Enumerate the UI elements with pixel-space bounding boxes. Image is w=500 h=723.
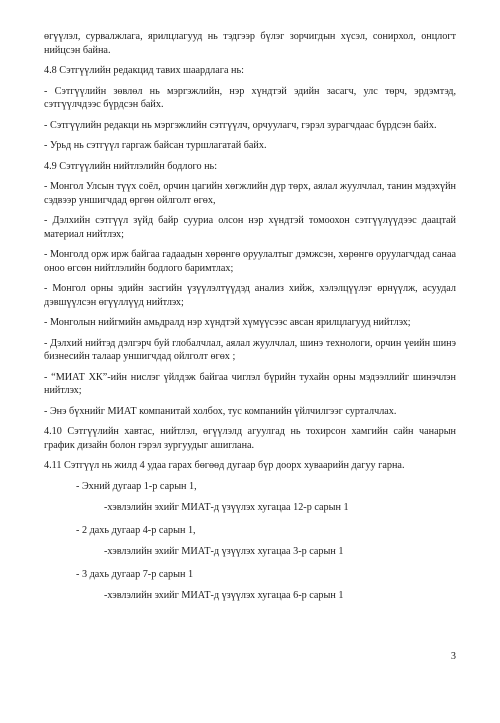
section-4-9-item: - “МИАТ ХК”-ийн нислэг үйлдэж байгаа чиглэл бүрийн тухайн орны мэдээллийг шинэчлэн нийтлэх; [44, 371, 456, 396]
section-4-8-heading: 4.8 Сэтгүүлийн редакцид тавих шаардлага нь: [44, 65, 244, 76]
section-4-8-item: - Урьд нь сэтгүүл гаргаж байсан туршлагатай байх. [44, 140, 267, 151]
section-4-11-heading: 4.11 Сэтгүүл нь жилд 4 удаа гарах бөгөөд дугаар бүр доорх хуваарийн дагуу гарна. [44, 460, 405, 471]
schedule-issue: - Эхний дугаар 1-р сарын 1, [76, 480, 197, 492]
schedule-deadline: -хэвлэлийн эхийг МИАТ-д үзүүлэх хугацаа 6-р сарын 1 [104, 590, 344, 601]
section-4-9-item: - Дэлхий нийтэд дэлгэрч буй глобалчлал, аялал жуулчлал, шинэ технологи, орчин үеийн шинэ бизнесийн талаар уншигчдад ойлголт өгөх ; [44, 337, 456, 362]
section-4-10: 4.10 Сэтгүүлийн хавтас, нийтлэл, өгүүлэлд агуулгад нь тохирсон хамгийн сайн чанарын график дизайн болон гэрэл зургуудыг ашиглана. [44, 426, 456, 451]
section-4-8-item: - Сэтгүүлийн зөвлөл нь мэргэжлийн, нэр хүндтэй эдийн засагч, улс төрч, эрдэмтэд, сэтгүүлчдээс бүрдсэн байх. [44, 85, 456, 110]
paragraph-intro: өгүүлэл, сурвалжлага, ярилцлагууд нь тэдгээр бүлэг зорчигдын хүсэл, сонирхол, онцлогт нийцсэн байна. [44, 31, 456, 56]
issue-schedule [44, 480, 456, 603]
section-4-9-item: - Дэлхийн сэтгүүл зүйд байр сууриа олсон нэр хүндтэй томоохон сэтгүүлүүдээс даацтай материал нийтлэх; [44, 215, 456, 240]
schedule-deadline: -хэвлэлийн эхийг МИАТ-д үзүүлэх хугацаа 12-р сарын 1 [104, 502, 349, 513]
schedule-deadline: -хэвлэлийн эхийг МИАТ-д үзүүлэх хугацаа 3-р сарын 1 [104, 546, 344, 557]
section-4-9-heading: 4.9 Сэтгүүлийн нийтлэлийн бодлого нь: [44, 160, 218, 172]
section-4-9-item: - Монгол орны эдийн засгийн үзүүлэлтүүдэд анализ хийж, хэлэлцүүлэг өрнүүлж, асуудал дэвшүүлсэн өгүүллүүд нийтлэх; [44, 283, 456, 308]
schedule-issue: - 3 дахь дугаар 7-р сарын 1 [76, 568, 194, 580]
page-number: 3 [450, 651, 456, 662]
section-4-8-item: - Сэтгүүлийн редакци нь мэргэжлийн сэтгүүлч, орчуулагч, гэрэл зурагчдаас бүрдсэн байх. [44, 119, 437, 131]
section-4-9-item: - Монгол Улсын түүх соёл, орчин цагийн хөгжлийн дүр төрх, аялал жуулчлал, танин мэдэхүйн сэдвээр уншигчдад өргөн ойлголт өгөх, [44, 181, 456, 206]
section-4-9-item: - Монголын нийгмийн амьдралд нэр хүндтэй хүмүүсээс авсан ярилцлагууд нийтлэх; [44, 317, 411, 328]
section-4-9-item: - Монголд орж ирж байгаа гадаадын хөрөнгө оруулалтыг дэмжсэн, хөрөнгө оруулагчдад санаа оноо өгсөн нийтлэлийн бодлого баримтлах; [44, 249, 456, 274]
schedule-issue: - 2 дахь дугаар 4-р сарын 1, [76, 524, 196, 536]
section-4-9-item: - Энэ бүхнийг МИАТ компанитай холбох, тус компанийн үйлчилгээг сурталчлах. [44, 405, 397, 417]
